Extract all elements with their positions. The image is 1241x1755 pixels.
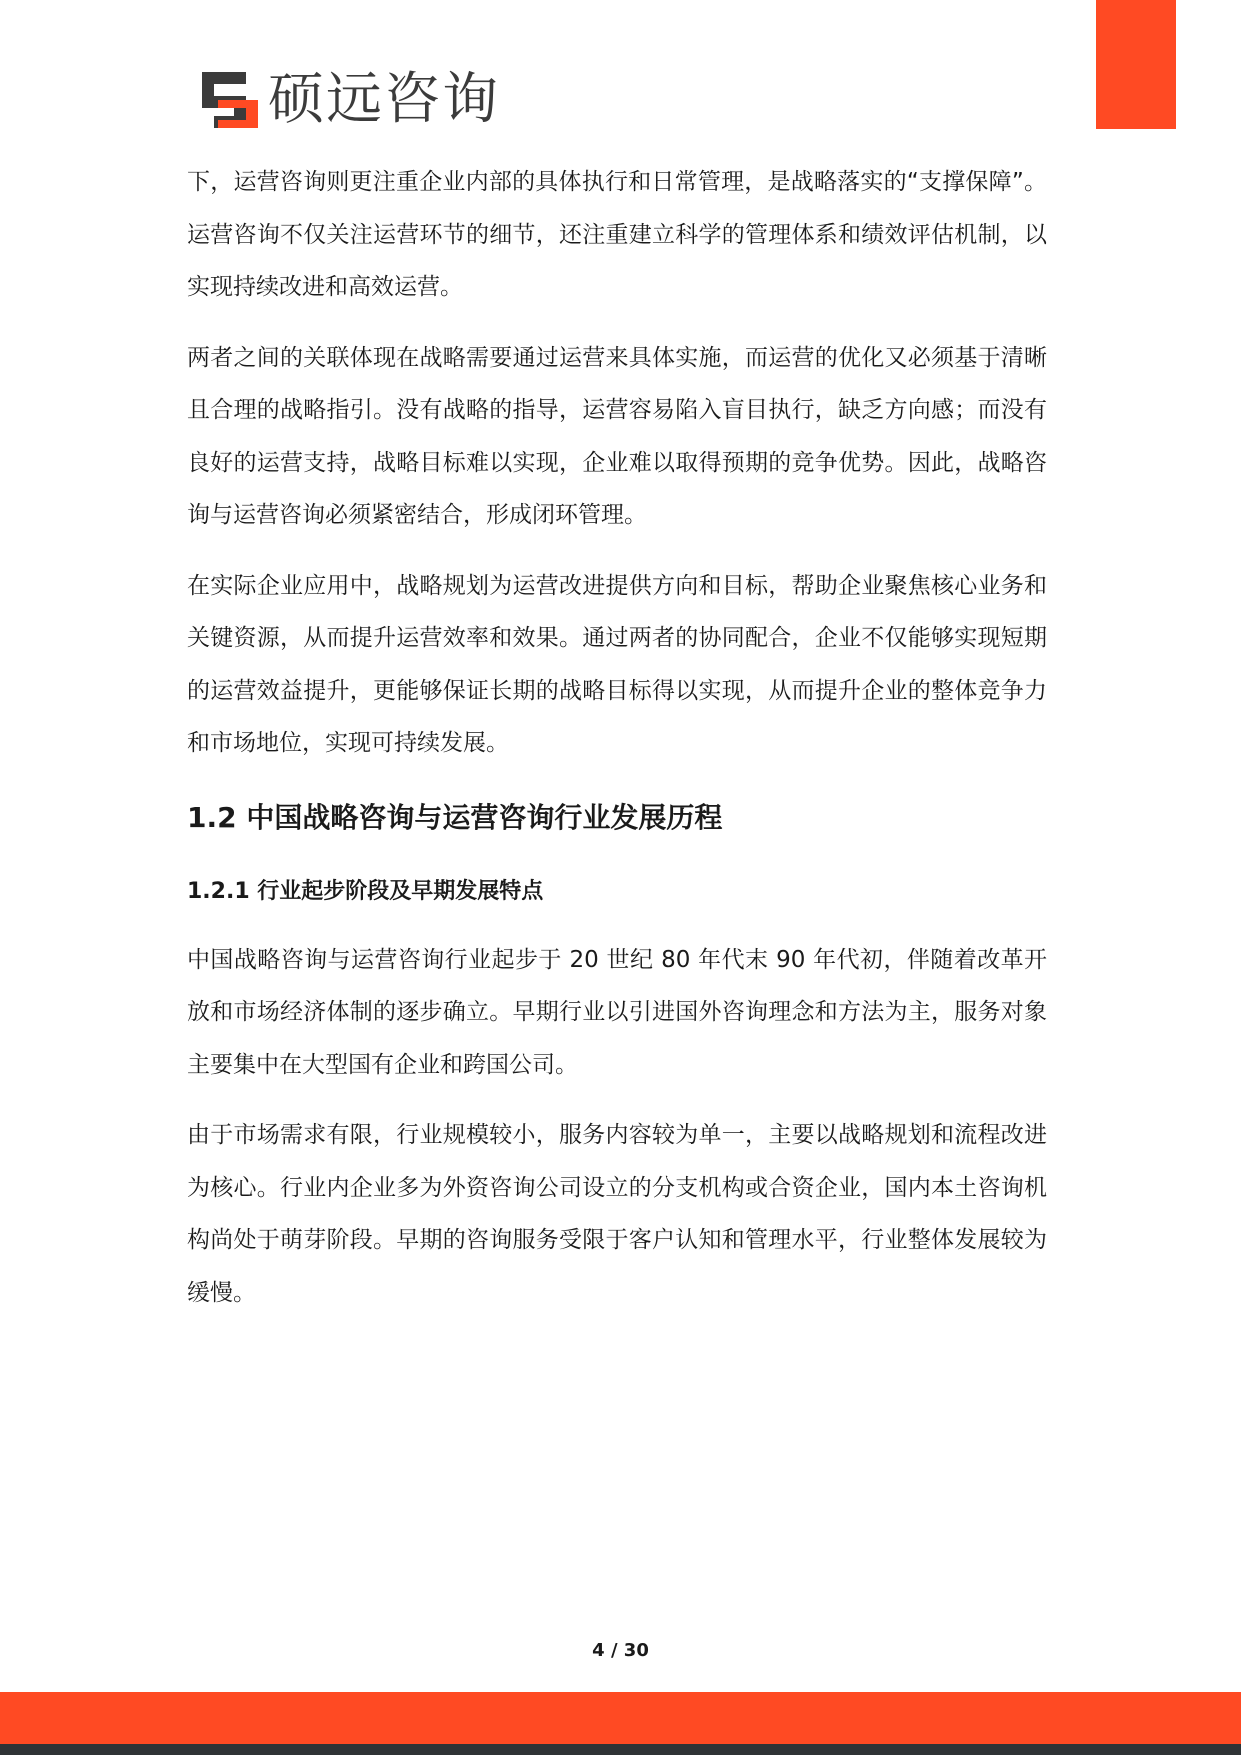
body-paragraph: 中国战略咨询与运营咨询行业起步于 20 世纪 80 年代末 90 年代初，伴随着改革开放和市场经济体制的逐步确立。早期行业以引进国外咨询理念和方法为主，服务对象主要集中在大型国有企业和跨国公司。 [187,946,1047,1078]
page-number: 4 / 30 [592,1640,649,1661]
footer-dark-strip [0,1744,1241,1755]
brand-name: 硕远咨询 [268,67,500,132]
corner-accent-tab [1096,0,1176,129]
subsection-heading: 1.2.1 行业起步阶段及早期发展特点 [187,878,544,904]
body-paragraph: 下，运营咨询则更注重企业内部的具体执行和日常管理，是战略落实的“支撑保障”。运营咨询不仅关注运营环节的细节，还注重建立科学的管理体系和绩效评估机制，以实现持续改进和高效运营。 [187,169,1047,300]
s-shaped-square-mark-icon [200,70,260,130]
section-heading: 1.2 中国战略咨询与运营咨询行业发展历程 [187,800,723,834]
document-body [187,156,1047,1337]
body-paragraph: 由于市场需求有限，行业规模较小，服务内容较为单一，主要以战略规划和流程改进为核心。行业内企业多为外资咨询公司设立的分支机构或合资企业，国内本土咨询机构尚处于萌芽阶段。早期的咨询服务受限于客户认知和管理水平，行业整体发展较为缓慢。 [187,1122,1047,1306]
body-paragraph: 两者之间的关联体现在战略需要通过运营来具体实施，而运营的优化又必须基于清晰且合理的战略指引。没有战略的指导，运营容易陷入盲目执行，缺乏方向感；而没有良好的运营支持，战略目标难以实现，企业难以取得预期的竞争优势。因此，战略咨询与运营咨询必须紧密结合，形成闭环管理。 [187,344,1047,528]
footer-accent-bar [0,1692,1241,1744]
body-paragraph: 在实际企业应用中，战略规划为运营改进提供方向和目标，帮助企业聚焦核心业务和关键资源，从而提升运营效率和效果。通过两者的协同配合，企业不仅能够实现短期的运营效益提升，更能够保证长期的战略目标得以实现，从而提升企业的整体竞争力和市场地位，实现可持续发展。 [187,572,1047,756]
brand-logo [200,67,500,132]
